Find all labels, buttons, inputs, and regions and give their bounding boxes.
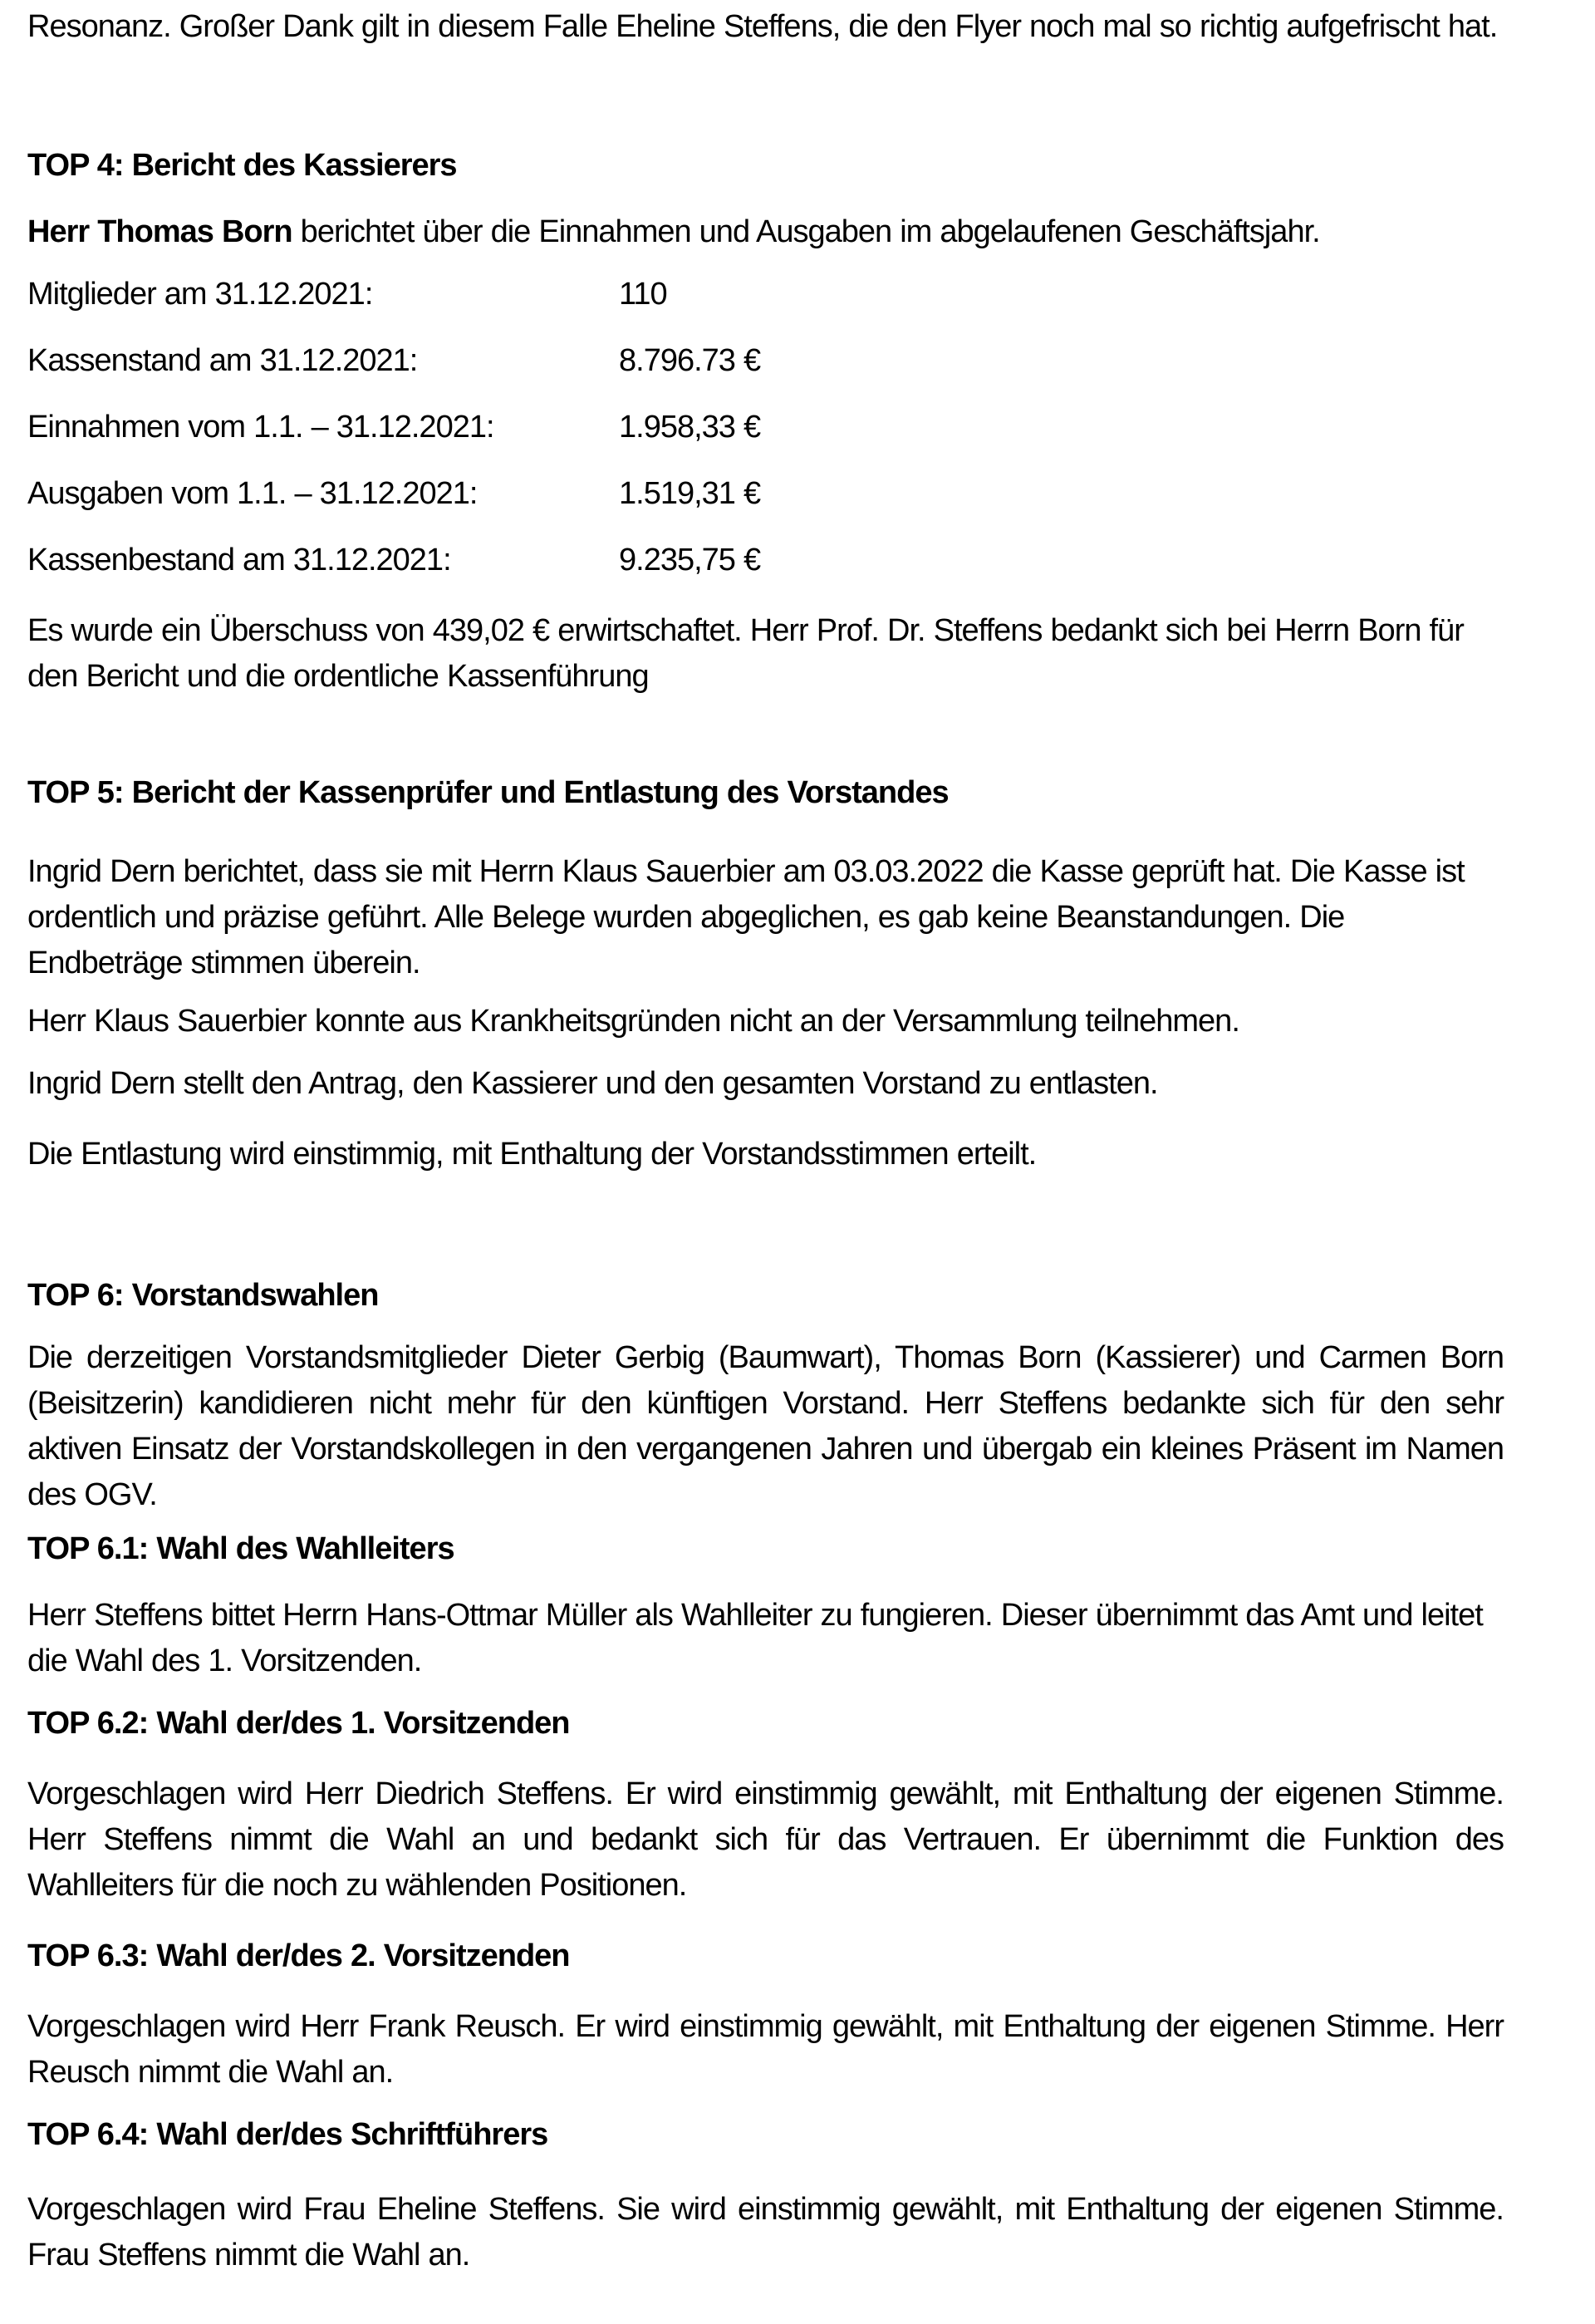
- top64-heading: TOP 6.4: Wahl der/des Schriftführers: [27, 2117, 548, 2152]
- table-row: [27, 338, 1504, 384]
- top5-paragraph-discharge: Die Entlastung wird einstimmig, mit Enthaltung der Vorstandsstimmen erteilt.: [27, 1137, 1037, 1172]
- top62-heading: TOP 6.2: Wahl der/des 1. Vorsitzenden: [27, 1706, 570, 1741]
- top5-paragraph-audit: Ingrid Dern berichtet, dass sie mit Herrn Klaus Sauerbier am 03.03.2022 die Kasse geprüft hat. Die Kasse ist ordentlich und präzise geführt. Alle Belege wurden abgeglichen, es gab keine Beanstandungen. Die Endbeträge stimmen überein.: [27, 854, 1465, 980]
- row-label: Kassenbestand am 31.12.2021:: [27, 543, 451, 577]
- row-label: Mitglieder am 31.12.2021:: [27, 277, 373, 312]
- opening-paragraph: Resonanz. Großer Dank gilt in diesem Falle Eheline Steffens, die den Flyer noch mal so richtig aufgefrischt hat.: [27, 9, 1498, 44]
- top62-paragraph: Vorgeschlagen wird Herr Diedrich Steffens. Er wird einstimmig gewählt, mit Enthaltung der eigenen Stimme. Herr Steffens nimmt die Wahl an und bedankt sich für das Vertrauen. Er übernimmt die Funktion des Wahlleiters für die noch zu wählenden Positionen.: [27, 1776, 1504, 1903]
- row-label: Ausgaben vom 1.1. – 31.12.2021:: [27, 476, 478, 511]
- reporter-rest-text: berichtet über die Einnahmen und Ausgaben im abgelaufenen Geschäftsjahr.: [292, 214, 1320, 249]
- row-value: 8.796.73 €: [619, 343, 761, 378]
- row-value: 1.958,33 €: [619, 410, 761, 445]
- top61-heading: TOP 6.1: Wahl des Wahlleiters: [27, 1531, 454, 1566]
- row-value: 110: [619, 277, 667, 312]
- table-row: [27, 538, 1504, 583]
- top61-paragraph: Herr Steffens bittet Herrn Hans-Ottmar Müller als Wahlleiter zu fungieren. Dieser übernimmt das Amt und leitet die Wahl des 1. Vorsitzenden.: [27, 1598, 1483, 1678]
- table-row: [27, 405, 1504, 450]
- finance-table: [27, 272, 1504, 583]
- top5-paragraph-motion: Ingrid Dern stellt den Antrag, den Kassierer und den gesamten Vorstand zu entlasten.: [27, 1066, 1158, 1101]
- top64-paragraph: Vorgeschlagen wird Frau Eheline Steffens. Sie wird einstimmig gewählt, mit Enthaltung der eigenen Stimme. Frau Steffens nimmt die Wahl an.: [27, 2192, 1504, 2272]
- reporter-name-bold: Herr Thomas Born: [27, 214, 292, 249]
- top63-heading: TOP 6.3: Wahl der/des 2. Vorsitzenden: [27, 1938, 570, 1973]
- top4-reporter-line: [27, 209, 1504, 255]
- top4-summary-paragraph: Es wurde ein Überschuss von 439,02 € erwirtschaftet. Herr Prof. Dr. Steffens bedankt sich bei Herrn Born für den Bericht und die ordentliche Kassenführung: [27, 613, 1464, 694]
- top4-heading: TOP 4: Bericht des Kassierers: [27, 148, 457, 183]
- row-value: 9.235,75 €: [619, 543, 761, 577]
- row-label: Einnahmen vom 1.1. – 31.12.2021:: [27, 410, 494, 445]
- top6-heading: TOP 6: Vorstandswahlen: [27, 1278, 379, 1313]
- top63-paragraph: Vorgeschlagen wird Herr Frank Reusch. Er wird einstimmig gewählt, mit Enthaltung der eigenen Stimme. Herr Reusch nimmt die Wahl an.: [27, 2009, 1504, 2090]
- top6-paragraph: Die derzeitigen Vorstandsmitglieder Dieter Gerbig (Baumwart), Thomas Born (Kassierer) und Carmen Born (Beisitzerin) kandidieren nicht mehr für den künftigen Vorstand. Herr Steffens bedankte sich für den sehr aktiven Einsatz der Vorstandskollegen in den vergangenen Jahren und übergab ein kleines Präsent im Namen des OGV.: [27, 1340, 1504, 1512]
- row-label: Kassenstand am 31.12.2021:: [27, 343, 418, 378]
- row-value: 1.519,31 €: [619, 476, 761, 511]
- top5-heading: TOP 5: Bericht der Kassenprüfer und Entlastung des Vorstandes: [27, 775, 949, 810]
- table-row: [27, 272, 1504, 317]
- table-row: [27, 471, 1504, 517]
- top5-paragraph-absence: Herr Klaus Sauerbier konnte aus Krankheitsgründen nicht an der Versammlung teilnehmen.: [27, 1004, 1239, 1039]
